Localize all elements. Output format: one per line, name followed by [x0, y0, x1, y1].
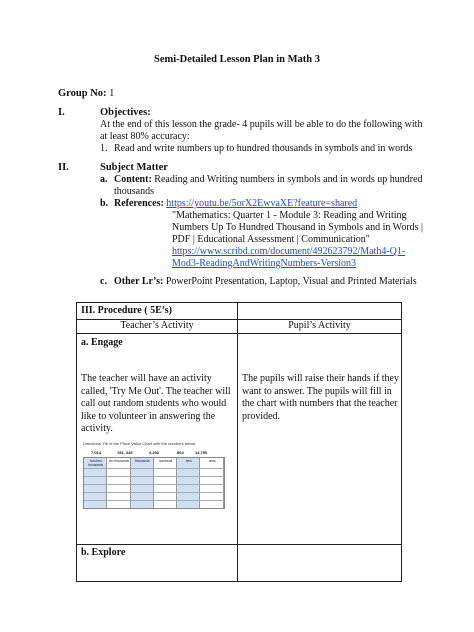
- chart-number: 804: [177, 450, 184, 455]
- teacher-engage-line: call out random students who would: [81, 398, 227, 409]
- pupil-engage-line: provided.: [242, 410, 281, 422]
- grid-row: [84, 468, 224, 469]
- chart-number: 151, 345: [117, 450, 133, 455]
- grid-header: hundred thousands: [88, 459, 103, 467]
- grid-header: ten thousands: [108, 459, 129, 463]
- reference-text-line-1: "Mathematics: Quarter 1 - Module 3: Reading and Writing: [172, 210, 407, 221]
- content-letter: a.: [100, 174, 108, 185]
- other-lrs-letter: c.: [100, 276, 107, 287]
- section-2-heading: Subject Matter: [100, 162, 168, 173]
- engage-label: a. Engage: [81, 337, 123, 348]
- grid-header: hundreds: [158, 459, 173, 463]
- chart-instruction: Directions: Fill in the Place Value Chart with the numbers below.: [83, 441, 197, 446]
- grid-row: [84, 492, 224, 493]
- procedure-table: [76, 302, 402, 582]
- pupil-engage-line: the chart with numbers that the teacher: [242, 398, 398, 409]
- objectives-intro-line-2: at least 80% accuracy:: [100, 131, 190, 142]
- objective-item-number: 1.: [100, 143, 108, 154]
- teacher-engage-line: called, 'Try Me Out'. The teacher will: [81, 385, 231, 397]
- teacher-engage-line: activity.: [81, 423, 113, 434]
- teacher-activity-header: Teacher’s Activity: [120, 320, 194, 331]
- other-lrs-line: [114, 276, 417, 289]
- teacher-engage-line: The teacher will have an activity: [81, 373, 212, 384]
- grid-header: tens: [185, 459, 192, 463]
- pupil-engage-line: want to answer. The pupils will fill in: [242, 385, 392, 397]
- group-value: 1: [109, 88, 115, 99]
- grid-header: thousands: [134, 459, 150, 463]
- grid-row: [84, 484, 224, 485]
- scribd-reference-link-line-2[interactable]: Mod3-ReadingAndWritingNumbers-Version3: [172, 258, 357, 269]
- other-lrs-text: PowerPoint Presentation, Laptop, Visual and Printed Materials: [165, 276, 417, 287]
- grid-header: ones: [208, 459, 216, 463]
- table-column-divider: [237, 303, 238, 581]
- other-lrs-label: Other Lr’s:: [114, 276, 164, 287]
- explore-label: b. Explore: [81, 547, 126, 558]
- references-label: References:: [114, 198, 164, 209]
- references-line-1: [114, 198, 357, 211]
- pupil-activity-header: Pupil’s Activity: [288, 320, 351, 331]
- grid-row: [84, 476, 224, 477]
- section-1-number: I.: [58, 107, 65, 118]
- pupil-engage-text: [242, 373, 400, 423]
- group-label: Group No:: [58, 88, 107, 99]
- content-line-1: [114, 174, 423, 187]
- teacher-engage-line: like to volunteer in answering the: [81, 410, 216, 422]
- section-2-number: II.: [58, 162, 69, 173]
- scribd-reference-link-line-1[interactable]: https://www.scribd.com/document/492623792/Math4-Q1-: [172, 246, 406, 257]
- chart-number: 3,293: [149, 450, 160, 455]
- reference-text-line-3: PDF | Educational Assessment | Communication": [172, 234, 370, 245]
- reference-text-line-2: Numbers Up To Hundred Thousand in Symbols and in Words |: [172, 222, 424, 233]
- procedure-heading: III. Procedure ( 5E’s): [81, 305, 172, 316]
- section-1-heading: Objectives:: [100, 107, 151, 118]
- table-row-divider: [77, 333, 401, 334]
- objectives-intro-line-1: At the end of this lesson the grade- 4 pupils will be able to do the following with: [100, 119, 423, 130]
- references-letter: b.: [100, 198, 109, 209]
- group-number: [58, 88, 114, 99]
- content-label: Content:: [114, 174, 152, 185]
- youtube-reference-link[interactable]: https://youtu.be/5orX2EwvaXE?feature=shared: [166, 198, 358, 209]
- place-value-grid: [83, 457, 225, 509]
- place-value-chart-image: [83, 441, 233, 511]
- chart-number: 14,790: [195, 450, 208, 455]
- table-row-divider: [77, 544, 401, 545]
- objective-item-text: Read and write numbers up to hundred thousands in symbols and in words: [114, 143, 413, 154]
- chart-number: 7,014: [91, 450, 102, 455]
- document-title: Semi-Detailed Lesson Plan in Math 3: [154, 54, 320, 65]
- content-text-2: thousands: [114, 186, 154, 197]
- grid-row: [84, 500, 224, 501]
- pupil-engage-line: The pupils will raise their hands if they: [242, 373, 399, 384]
- teacher-engage-text: [81, 373, 235, 436]
- content-text-1: Reading and Writing numbers in symbols and in words up hundred: [154, 174, 423, 185]
